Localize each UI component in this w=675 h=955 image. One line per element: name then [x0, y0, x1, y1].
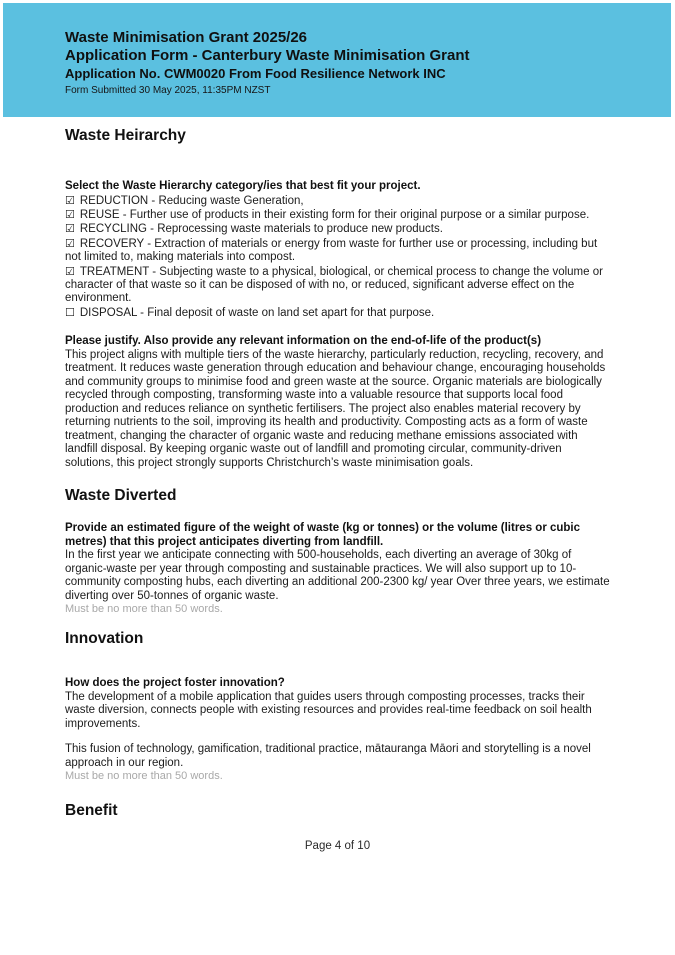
- section-heading-innovation: Innovation: [65, 630, 144, 648]
- option-label: DISPOSAL - Final deposit of waste on land set apart for that purpose.: [79, 306, 435, 319]
- innovation-answer-paragraph-2: This fusion of technology, gamification, traditional practice, mātauranga Māori and storytelling is a novel approach in our region.: [65, 743, 591, 769]
- word-limit-hint: Must be no more than 50 words.: [65, 770, 223, 783]
- section-heading-waste-diverted: Waste Diverted: [65, 487, 177, 505]
- word-limit-hint: Must be no more than 50 words.: [65, 603, 223, 616]
- section-heading-benefit: Benefit: [65, 802, 118, 820]
- option-label: REUSE - Further use of products in their existing form for their original purpose or a similar purpose.: [79, 208, 590, 221]
- grant-title: Waste Minimisation Grant 2025/26: [65, 29, 308, 46]
- justify-answer: This project aligns with multiple tiers of the waste hierarchy, particularly reduction, recycling, recovery, and treatment. It reduces waste generation through education and behaviour change, encouraging households and community groups to minimise food and green waste at the source. Organic materials are biologically recycled through composting, transforming waste into a valuable resource that supports local food production and reduces reliance on synthetic fertilisers. The project also enables material recovery by returning nutrients to the soil, improving its health and productivity. Composting acts as a form of waste treatment, changing the character of organic waste and reducing methane emissions associated with landfill disposal. By keeping organic waste out of landfill and promoting circular, community-driven solutions, this project strongly supports Christchurch’s waste minimisation goals.: [65, 348, 606, 469]
- page-number-indicator: Page 4 of 10: [304, 840, 371, 853]
- option-treatment: [65, 265, 613, 306]
- section-heading-waste-hierarchy: Waste Heirarchy: [65, 127, 186, 144]
- waste-hierarchy-question: Select the Waste Hierarchy category/ies that best fit your project.: [65, 180, 421, 192]
- justify-question: Please justify. Also provide any relevant information on the end-of-life of the product(s): [65, 335, 542, 348]
- option-label: TREATMENT - Subjecting waste to a physical, biological, or chemical process to change the volume or character of that waste so it can be disposed of with no, or reduced, significant adverse effect on the environment.: [65, 265, 603, 305]
- checkbox-checked-icon: ☑: [65, 236, 75, 250]
- option-label: REDUCTION - Reducing waste Generation,: [79, 194, 304, 207]
- checkbox-checked-icon: ☑: [65, 222, 75, 236]
- option-recovery: [65, 237, 613, 265]
- checkbox-checked-icon: ☑: [65, 193, 75, 207]
- checkbox-unchecked-icon: ☐: [65, 305, 75, 319]
- innovation-question: How does the project foster innovation?: [65, 677, 285, 690]
- application-number: Application No. CWM0020 From Food Resilience Network INC: [65, 66, 446, 81]
- option-recycling: [65, 222, 613, 236]
- submission-timestamp: Form Submitted 30 May 2025, 11:35PM NZST: [65, 85, 271, 96]
- form-header-banner: [3, 3, 671, 117]
- option-label: RECYCLING - Reprocessing waste materials to produce new products.: [79, 223, 443, 236]
- waste-diverted-question: Provide an estimated figure of the weight of waste (kg or tonnes) or the volume (litres or cubic metres) that this project anticipates diverting from landfill.: [65, 522, 581, 548]
- option-reuse: [65, 208, 613, 222]
- checkbox-checked-icon: ☑: [65, 207, 75, 221]
- form-page-content: [65, 127, 613, 820]
- option-reduction: [65, 194, 613, 208]
- form-title: Application Form - Canterbury Waste Minimisation Grant: [65, 46, 470, 64]
- option-label: RECOVERY - Extraction of materials or energy from waste for further use or processing, including but not limited to, making materials into compost.: [65, 237, 598, 264]
- innovation-answer-paragraph-1: The development of a mobile application that guides users through composting processes, tracks their waste diversion, connects people with existing resources and provides real-time feedback on soil health improvements.: [65, 690, 592, 730]
- option-disposal: [65, 306, 613, 320]
- waste-hierarchy-options: [65, 194, 613, 321]
- checkbox-checked-icon: ☑: [65, 264, 75, 278]
- waste-diverted-answer: In the first year we anticipate connecting with 500-households, each diverting an average of 30kg of organic-waste per year through composting and sustainable practices. We will also support up to 10-community composting hubs, each diverting an additional 200-2300 kg/ year Over three years, we estimate diverting over 50-tonnes of organic waste.: [65, 549, 610, 602]
